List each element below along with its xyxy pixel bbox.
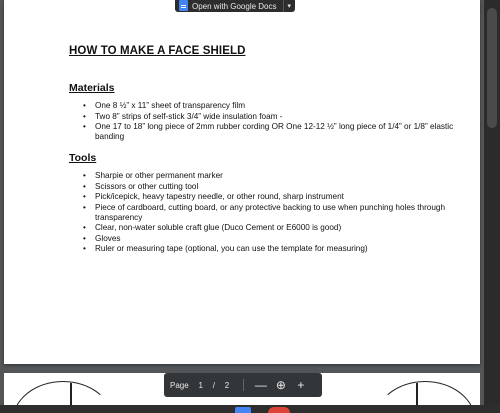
list-item: • Pick/icepick, heavy tapestry needle, or other round, sharp instrument	[69, 192, 469, 202]
list-item: • Sharpie or other permanent marker	[69, 171, 469, 181]
list-item: • One 8 ½” x 11” sheet of transparency film	[69, 101, 469, 111]
list-item: • One 17 to 18” long piece of 2mm rubber cording OR One 12-12 ½” long piece of 1/4” or 1/8” elastic banding	[69, 122, 469, 142]
list-item: • Gloves	[69, 234, 469, 244]
list-item: • Piece of cardboard, cutting board, or any protective backing to use when punching holes through transparency	[69, 203, 469, 223]
google-docs-icon	[179, 0, 188, 11]
open-with-main[interactable]	[175, 0, 283, 12]
zoom-in-button[interactable]: +	[297, 378, 305, 392]
scrollbar-thumb[interactable]	[487, 8, 497, 128]
page-toolbar	[164, 373, 322, 397]
materials-list	[69, 101, 469, 142]
list-item: • Two 8” strips of self-stick 3/4” wide insulation foam -	[69, 112, 469, 122]
open-with-google-docs-button[interactable]	[175, 0, 295, 12]
materials-heading: Materials	[69, 82, 115, 94]
zoom-out-button[interactable]: —	[254, 378, 267, 392]
vertical-scrollbar[interactable]	[484, 0, 500, 413]
document-title: HOW TO MAKE A FACE SHIELD	[69, 45, 246, 57]
list-item: • Clear, non-water soluble craft glue (Duco Cement or E6000 is good)	[69, 223, 469, 233]
page-separator: /	[212, 380, 215, 390]
chevron-down-icon[interactable]: ▾	[283, 0, 296, 12]
chrome-taskbar-icon[interactable]	[268, 407, 290, 413]
document-page-1	[4, 0, 480, 364]
list-item: • Ruler or measuring tape (optional, you can use the template for measuring)	[69, 244, 469, 254]
toolbar-divider	[243, 379, 244, 391]
zoom-icon[interactable]: ⊕	[275, 378, 286, 392]
tools-list	[69, 171, 469, 254]
tools-heading: Tools	[69, 152, 97, 164]
document-content	[69, 46, 469, 265]
open-with-label: Open with Google Docs	[192, 1, 277, 11]
total-pages: 2	[224, 380, 230, 390]
current-page-input[interactable]: 1	[198, 380, 203, 390]
list-item: • Scissors or other cutting tool	[69, 182, 469, 192]
google-docs-taskbar-icon[interactable]	[235, 407, 251, 413]
page-label: Page	[170, 380, 189, 390]
